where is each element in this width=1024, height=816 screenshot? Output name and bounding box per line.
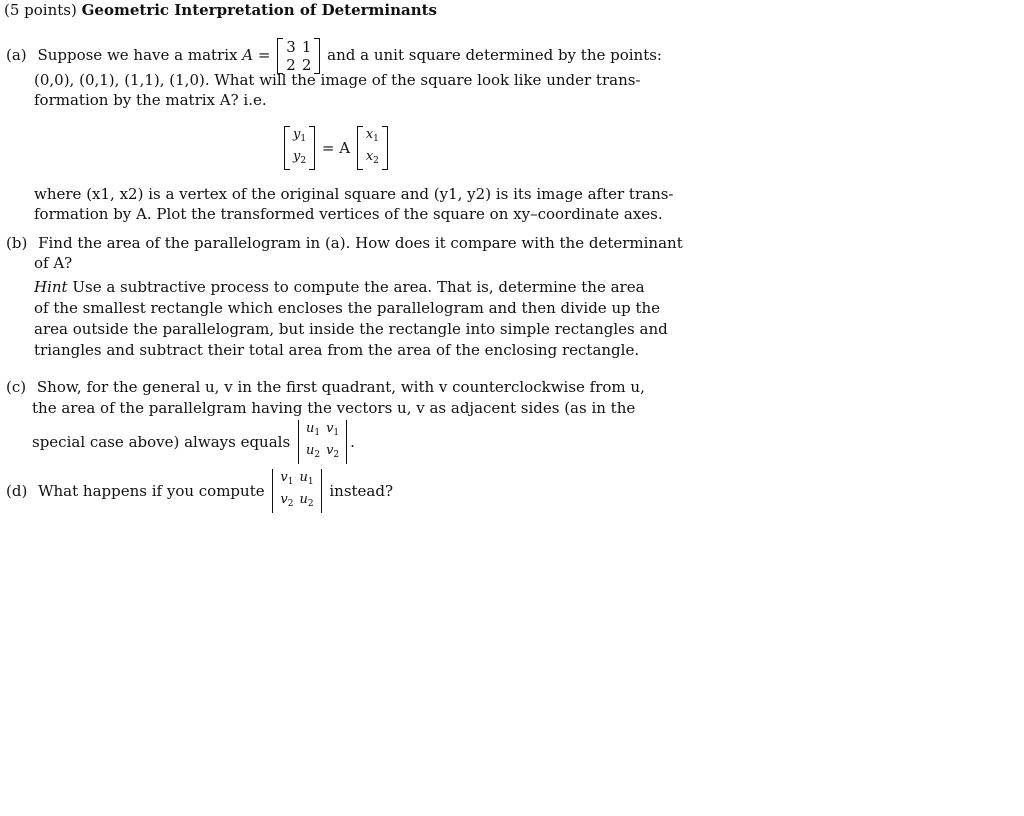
part-a-after-matrix: and a unit square determined by the points: xyxy=(327,46,662,64)
y1-symbol: y xyxy=(293,127,301,142)
y-vector xyxy=(284,126,315,170)
subscript-2: 2 xyxy=(333,450,340,460)
part-d-text: What happens if you compute xyxy=(38,482,265,500)
problem-heading: Geometric Interpretation of Determinants xyxy=(81,1,438,19)
matrix-name: A xyxy=(242,46,254,64)
subscript-1: 1 xyxy=(373,134,379,144)
part-b-hint-line-4: triangles and subtract their total area from the area of the enclosing rectangle. xyxy=(34,341,640,359)
x2-symbol: x xyxy=(365,149,374,164)
matrix-cell: 3 xyxy=(286,38,296,56)
hint-word: Hint xyxy=(34,278,68,296)
det-entry: u xyxy=(305,443,315,458)
det-entry: v xyxy=(280,470,288,485)
subscript-1: 1 xyxy=(333,428,340,438)
matrix-cell: 2 xyxy=(286,56,296,74)
matrix-cell: 1 xyxy=(301,38,312,56)
part-b-hint-line-3: area outside the parallelogram, but inside the rectangle into simple rectangles and xyxy=(34,320,668,338)
part-b-line-1 xyxy=(6,233,683,253)
determinant-uv xyxy=(298,420,347,464)
part-b-line-2: of A? xyxy=(34,254,73,272)
part-d-line-1 xyxy=(6,469,393,513)
part-c-line-3 xyxy=(32,420,355,464)
det-entry: u xyxy=(305,421,315,436)
problem-title xyxy=(4,0,437,20)
matrix-cell: 2 xyxy=(301,56,312,74)
part-c-text-3: special case above) always equals xyxy=(32,433,291,451)
det-entry: u xyxy=(299,470,308,485)
equation-mid: = A xyxy=(321,139,351,157)
determinant-vu xyxy=(272,469,321,513)
part-b-text-1: Find the area of the parallelogram in (a). How does it compare with the determinant xyxy=(38,234,683,252)
subscript-1: 1 xyxy=(287,477,294,487)
part-b-hint-line-1 xyxy=(34,277,645,297)
part-c-line-1 xyxy=(6,377,645,397)
part-c-line-2: the area of the parallelgram having the vectors u, v as adjacent sides (as in the xyxy=(32,399,636,417)
subscript-2: 2 xyxy=(287,499,294,509)
matrix-a xyxy=(277,38,320,74)
part-a-intro: Suppose we have a matrix xyxy=(37,46,238,64)
subscript-1: 1 xyxy=(307,477,314,487)
det-entry: u xyxy=(299,492,308,507)
part-c-text-1: Show, for the general u, v in the first quadrant, with v counterclockwise from u, xyxy=(36,378,645,396)
hint-text-1: Use a subtractive process to compute the area. That is, determine the area xyxy=(72,278,645,296)
part-a-line-2: (0,0), (0,1), (1,1), (1,0). What will the image of the square look like under trans- xyxy=(34,71,641,89)
part-c-label: (c) xyxy=(6,378,27,396)
part-a-line-3: formation by the matrix A? i.e. xyxy=(34,91,267,109)
part-d-end: instead? xyxy=(329,482,394,500)
points-label: (5 points) xyxy=(4,1,77,19)
subscript-1: 1 xyxy=(300,134,307,144)
part-b-label: (b) xyxy=(6,234,28,252)
x-vector xyxy=(357,126,388,170)
det-entry: v xyxy=(326,443,334,458)
subscript-2: 2 xyxy=(373,156,379,166)
subscript-2: 2 xyxy=(307,499,314,509)
subscript-1: 1 xyxy=(314,428,321,438)
part-a-label: (a) xyxy=(6,46,27,64)
transformation-equation xyxy=(282,126,390,170)
x1-symbol: x xyxy=(365,127,374,142)
det-entry: v xyxy=(326,421,334,436)
subscript-2: 2 xyxy=(300,156,307,166)
part-c-end: . xyxy=(350,433,355,451)
det-entry: v xyxy=(280,492,288,507)
part-a-line-4: where (x1, x2) is a vertex of the original square and (y1, y2) is its image after trans- xyxy=(34,185,674,203)
equals-sign: = xyxy=(257,46,271,64)
part-a-line-5: formation by A. Plot the transformed vertices of the square on xy–coordinate axes. xyxy=(34,205,663,223)
subscript-2: 2 xyxy=(314,450,321,460)
y2-symbol: y xyxy=(293,149,301,164)
part-a-line-1 xyxy=(6,38,662,74)
part-d-label: (d) xyxy=(6,482,28,500)
part-b-hint-line-2: of the smallest rectangle which encloses the parallelogram and then divide up the xyxy=(34,299,661,317)
